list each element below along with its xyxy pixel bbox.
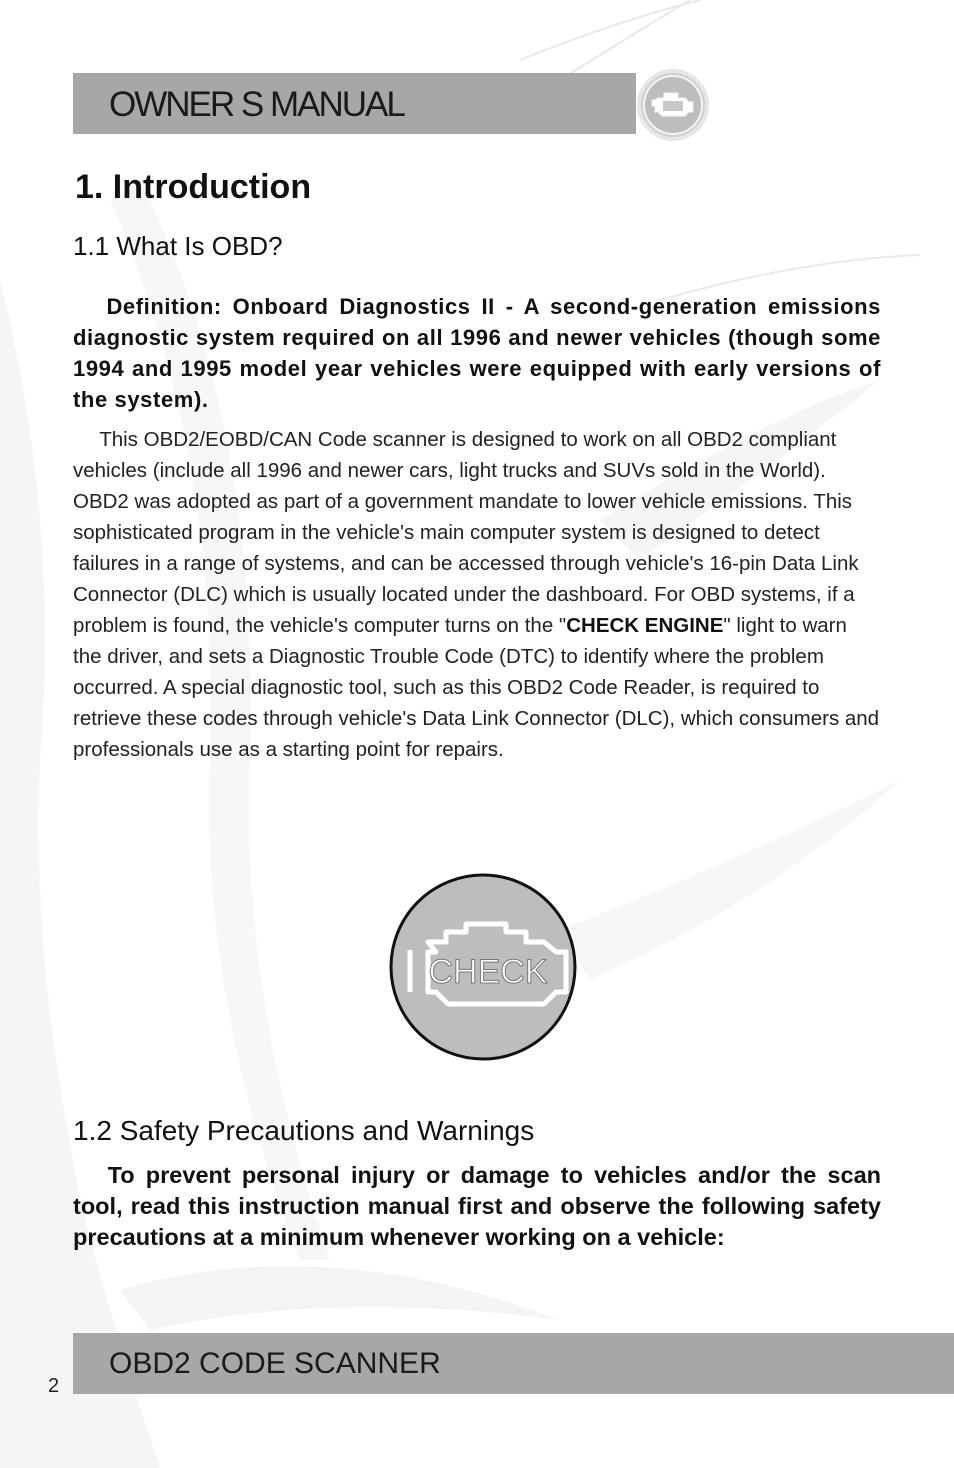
header-title: OWNER S MANUAL bbox=[109, 85, 404, 124]
section-heading-safety: 1.2 Safety Precautions and Warnings bbox=[73, 1115, 535, 1146]
body-text-part1: This OBD2/EOBD/CAN Code scanner is designed to work on all OBD2 compliant vehicles (include all 1996 and newer cars, light trucks and SUVs sold in the World). OBD2 was adopted as part of a government mandate to lower vehicle emissions. This sophisticated program in the vehicle's main computer system is designed to detect failures in a range of systems, and can be accessed through vehicle's 16-pin Data Link Connector (DLC) which is usually located under the dashboard. For OBD systems, if a problem is found, the vehicle's computer turns on the " bbox=[73, 428, 859, 637]
engine-icon bbox=[636, 68, 710, 142]
footer-bar bbox=[73, 1333, 954, 1394]
header-bar bbox=[73, 73, 636, 134]
definition-paragraph bbox=[73, 291, 881, 415]
footer-title: OBD2 CODE SCANNER bbox=[109, 1347, 441, 1380]
section-heading-what-is-obd: 1.1 What Is OBD? bbox=[73, 231, 283, 261]
safety-paragraph bbox=[73, 1160, 881, 1253]
safety-text: To prevent personal injury or damage to vehicles and/or the scan tool, read this instruction manual first and observe the following safety precautions at a minimum whenever working on a vehicle: bbox=[73, 1162, 882, 1250]
section-heading-introduction: 1. Introduction bbox=[75, 168, 312, 206]
body-text-part2: " light to warn the driver, and sets a Diagnostic Trouble Code (DTC) to identify where the problem occurred. A special diagnostic tool, such as this OBD2 Code Reader, is required to retrieve these codes through vehicle's Data Link Connector (DLC), which consumers and professionals use as a starting point for repairs. bbox=[73, 614, 880, 761]
obd-body-paragraph bbox=[73, 424, 881, 765]
page-number: 2 bbox=[48, 1375, 60, 1397]
check-engine-icon bbox=[388, 872, 578, 1062]
definition-text: Definition: Onboard Diagnostics II - A second-generation emissions diagnostic system required on all 1996 and newer vehicles (though some 1994 and 1995 model year vehicles were equipped with early versions of the system). bbox=[73, 294, 882, 412]
check-engine-emphasis: CHECK ENGINE bbox=[566, 614, 724, 637]
check-engine-label: CHECK bbox=[428, 953, 548, 991]
